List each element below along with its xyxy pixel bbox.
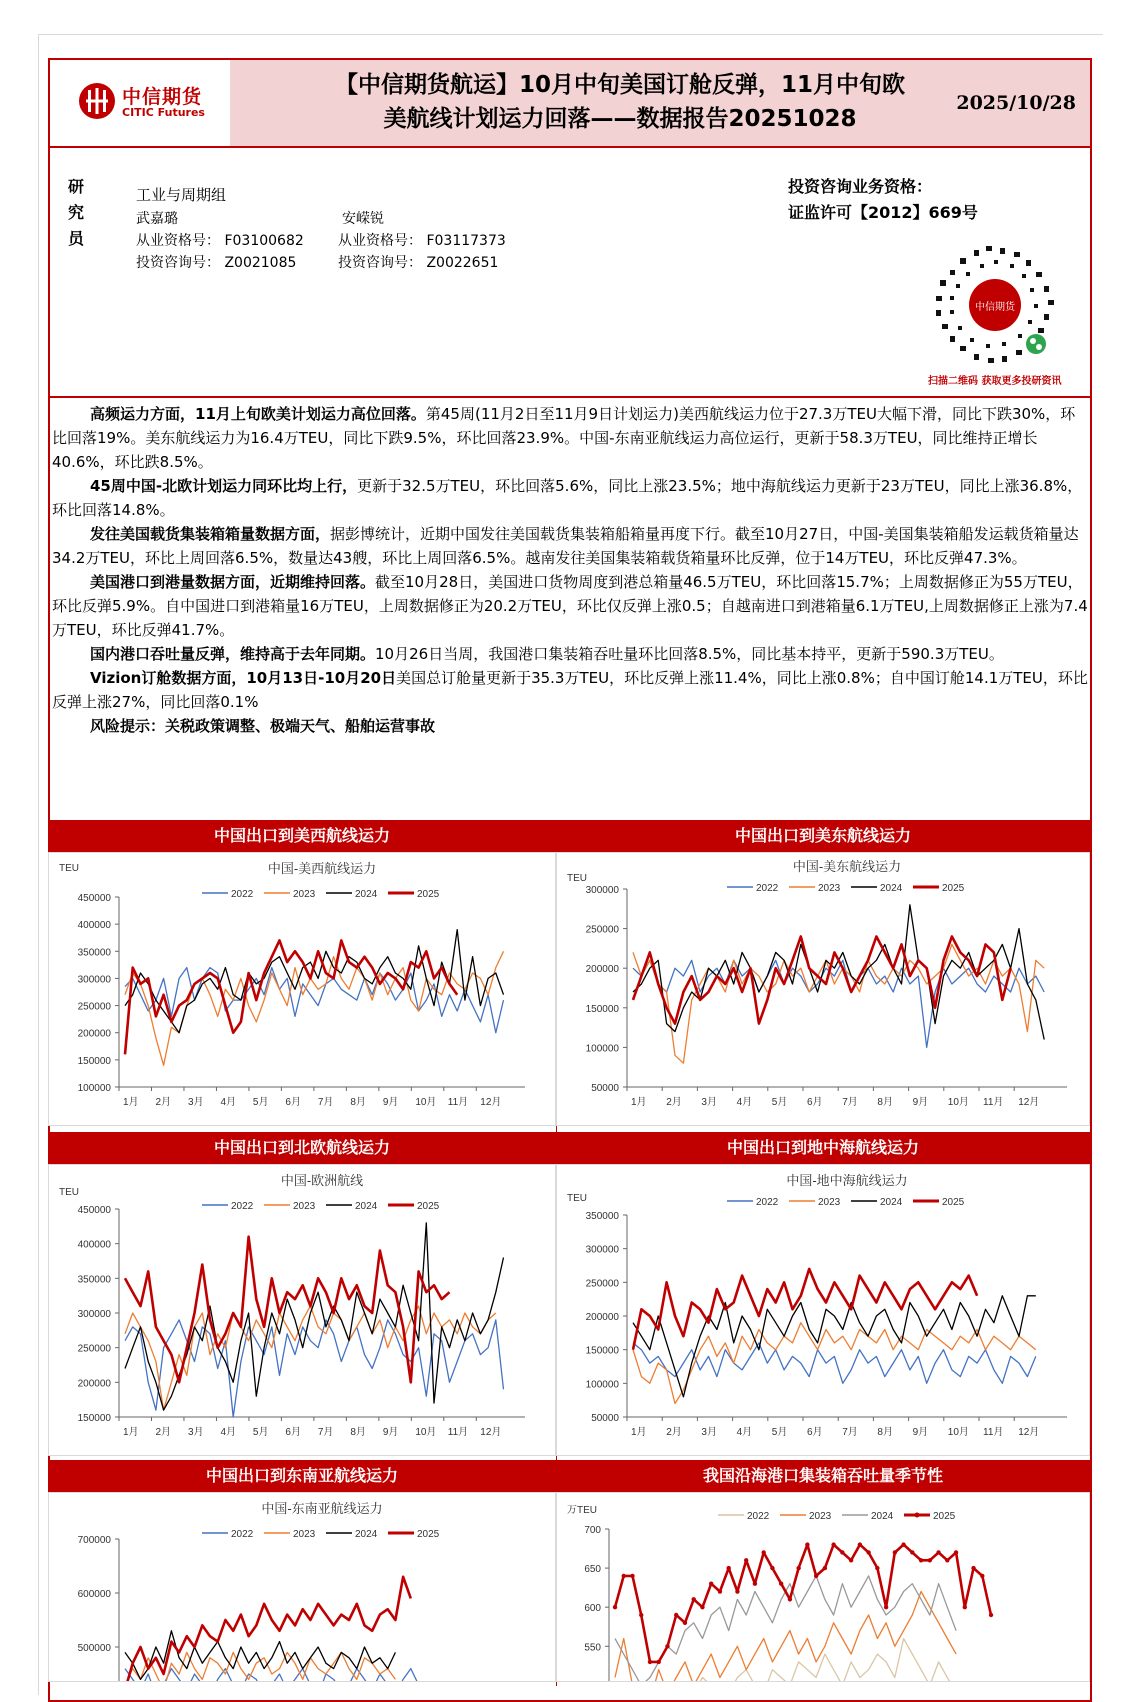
x-tick-label: 8月 (350, 1097, 366, 1108)
series-point-2025 (989, 1613, 993, 1617)
summary-body: 美国总订舱量更新于35.3万TEU，环比反弹上涨11.4%，同比上涨0.8%；自中国订舱14.1万TEU，环比反弹上涨27%，同比回落0.1% (52, 669, 1088, 711)
series-point-2025 (849, 1558, 853, 1562)
x-tick-label: 3月 (187, 1427, 204, 1438)
legend-label: 2023 (818, 883, 841, 894)
x-tick-label: 3月 (701, 1097, 717, 1108)
chart-title: 中国-美西航线运力 (267, 861, 377, 876)
x-tick-label: 2月 (155, 1427, 172, 1438)
x-tick-label: 8月 (350, 1427, 366, 1438)
y-tick-label: 250000 (585, 1278, 619, 1290)
x-tick-label: 7月 (317, 1097, 334, 1108)
series-point-2025 (622, 1574, 626, 1578)
x-tick-label: 1月 (631, 1427, 647, 1438)
x-tick-label: 2月 (666, 1427, 682, 1438)
legend-label: 2023 (293, 889, 316, 900)
series-point-2025 (735, 1589, 739, 1593)
series-line-2022 (125, 1669, 426, 1681)
summary-body: 第45周(11月2日至11月9日计划运力)美西航线运力位于27.3万TEU大幅下滑，同比下跌30%，环比回落19%。美东航线运力为16.4万TEU，同比下跌9.5%，环比回落23.9%。中国-东南亚航线运力高位运行，更新于58.3万TEU，同比维持正增长40.6%，环比跌8.5%。 (52, 405, 1076, 471)
series-point-2025 (980, 1574, 984, 1578)
x-tick-label: 11月 (447, 1427, 469, 1438)
series-point-2025 (840, 1550, 844, 1554)
series-point-2025 (901, 1542, 905, 1546)
logo-text-cn: 中信期货 (122, 86, 203, 108)
legend-label: 2023 (293, 1201, 316, 1212)
series-line-2023 (125, 1306, 496, 1410)
series-point-2025 (700, 1605, 704, 1609)
y-tick-label: 350000 (77, 947, 111, 959)
chart-port-throughput (556, 1492, 1090, 1682)
report-date: 2025/10/28 (956, 92, 1076, 114)
series-line-2023 (615, 1592, 956, 1682)
author-1-cert: 从业资格号： F03100682 (136, 233, 304, 249)
x-tick-label: 9月 (912, 1097, 929, 1108)
x-tick-label: 12月 (1018, 1097, 1040, 1108)
y-tick-label: 150000 (77, 1055, 111, 1067)
legend-label: 2022 (231, 1529, 254, 1540)
chart-southeast-asia (48, 1492, 556, 1682)
series-point-2025 (753, 1582, 757, 1586)
y-axis-unit: TEU (567, 873, 587, 884)
x-tick-label: 5月 (771, 1427, 788, 1438)
series-line-2025 (633, 1269, 977, 1350)
y-tick-label: 400000 (77, 920, 111, 932)
series-point-2025 (971, 1566, 975, 1570)
series-point-2025 (648, 1660, 652, 1664)
x-tick-label: 6月 (807, 1097, 823, 1108)
x-tick-label: 10月 (415, 1097, 437, 1108)
x-tick-label: 9月 (912, 1427, 929, 1438)
author-2-consult: 投资咨询号： Z0022651 (338, 255, 499, 271)
legend-label: 2025 (942, 1197, 965, 1208)
series-point-2025 (928, 1558, 932, 1562)
x-tick-label: 12月 (1018, 1427, 1040, 1438)
y-tick-label: 700000 (77, 1535, 111, 1546)
series-point-2025 (963, 1605, 967, 1609)
x-tick-label: 4月 (220, 1427, 237, 1438)
y-tick-label: 350000 (585, 1211, 619, 1222)
x-tick-label: 6月 (285, 1427, 301, 1438)
y-tick-label: 100000 (585, 1379, 619, 1391)
y-tick-label: 100000 (585, 1043, 619, 1055)
summary-lead: 高频运力方面，11月上旬欧美计划运力高位回落。 (90, 405, 426, 423)
author-1-name: 武嘉璐 (136, 211, 178, 227)
legend-label: 2025 (417, 1201, 440, 1212)
series-point-2025 (657, 1660, 661, 1664)
y-tick-label: 400000 (77, 1239, 111, 1251)
legend-label: 2024 (355, 1201, 378, 1212)
summary-body: 10月26日当周，我国港口集装箱吞吐量环比回落8.5%，同比基本持平，更新于590.3万TEU。 (375, 645, 1004, 663)
y-tick-label: 350000 (77, 1274, 111, 1286)
series-point-2025 (718, 1589, 722, 1593)
researcher-label: 研究员 (68, 177, 85, 248)
series-line-2025 (125, 1237, 450, 1383)
series-point-2025 (639, 1613, 643, 1617)
series-point-2025 (805, 1542, 809, 1546)
series-point-2025 (761, 1550, 765, 1554)
group-name: 工业与周期组 (136, 186, 227, 204)
x-tick-label: 2月 (666, 1097, 682, 1108)
legend-label: 2023 (818, 1197, 841, 1208)
x-tick-label: 3月 (701, 1427, 717, 1438)
title-line-1: 【中信期货航运】10月中旬美国订舱反弹，11月中旬欧 (334, 72, 905, 98)
series-point-2025 (936, 1550, 940, 1554)
y-tick-label: 250000 (585, 924, 619, 936)
y-tick-label: 650 (584, 1564, 601, 1576)
legend-label: 2024 (871, 1511, 894, 1522)
legend-label: 2022 (231, 1201, 254, 1212)
series-point-2025 (866, 1550, 870, 1554)
series-point-2025 (779, 1582, 783, 1586)
x-tick-label: 7月 (842, 1097, 858, 1108)
y-tick-label: 300000 (77, 974, 111, 986)
qr-caption: 扫描二维码 获取更多投研资讯 (928, 376, 1062, 387)
y-tick-label: 250000 (77, 1343, 111, 1355)
x-tick-label: 4月 (736, 1097, 753, 1108)
series-point-2025 (770, 1566, 774, 1570)
legend-label: 2025 (942, 883, 965, 894)
x-tick-label: 5月 (252, 1427, 269, 1438)
chart-north-europe (48, 1164, 556, 1456)
series-point-2025 (613, 1605, 617, 1609)
series-point-2025 (665, 1644, 669, 1648)
series-point-2025 (630, 1574, 634, 1578)
series-point-2025 (674, 1613, 678, 1617)
panel-title-port-throughput: 我国沿海港口集装箱吞吐量季节性 (556, 1460, 1090, 1492)
legend-label: 2022 (756, 883, 779, 894)
x-tick-label: 1月 (631, 1097, 647, 1108)
qualification-line-1: 投资咨询业务资格： (788, 177, 933, 196)
x-tick-label: 11月 (983, 1427, 1004, 1438)
x-tick-label: 7月 (842, 1427, 858, 1438)
panel-title-us-east: 中国出口到美东航线运力 (556, 820, 1090, 852)
y-tick-label: 550 (584, 1642, 601, 1654)
legend-label: 2025 (933, 1511, 956, 1522)
summary-body: 更新于32.5万TEU，环比回落5.6%，同比上涨23.5%；地中海航线运力更新于23万TEU，同比上涨36.8%，环比回落14.8%。 (52, 477, 1083, 519)
x-tick-label: 11月 (447, 1097, 469, 1108)
legend-label: 2024 (355, 1529, 378, 1540)
y-axis-unit: TEU (59, 1187, 79, 1198)
series-line-2022 (633, 1343, 1036, 1383)
series-point-2025 (726, 1566, 730, 1570)
series-point-2025 (683, 1621, 687, 1625)
x-tick-label: 3月 (187, 1097, 204, 1108)
series-point-2025 (919, 1558, 923, 1562)
x-tick-label: 10月 (415, 1427, 437, 1438)
x-tick-label: 4月 (736, 1427, 753, 1438)
author-2-name: 安嵘锐 (342, 211, 384, 227)
chart-mediterranean (556, 1164, 1090, 1456)
y-axis-unit: TEU (567, 1193, 587, 1204)
x-tick-label: 8月 (877, 1427, 893, 1438)
y-tick-label: 300000 (77, 1309, 111, 1320)
chart-us-east (556, 852, 1090, 1126)
legend-label: 2022 (231, 889, 254, 900)
legend-label: 2022 (747, 1511, 770, 1522)
x-tick-label: 7月 (317, 1427, 334, 1438)
series-point-2025 (796, 1566, 800, 1570)
series-point-2025 (945, 1558, 949, 1562)
series-point-2025 (884, 1605, 888, 1609)
x-tick-label: 1月 (123, 1097, 139, 1108)
summary-lead: 美国港口到港量数据方面，近期维持回落。 (90, 573, 376, 591)
series-point-2025 (814, 1574, 818, 1578)
y-tick-label: 450000 (77, 1205, 111, 1216)
y-tick-label: 450000 (77, 893, 111, 904)
y-axis-unit: 万TEU (567, 1505, 597, 1516)
legend-label: 2024 (355, 889, 378, 900)
y-tick-label: 150000 (585, 1345, 619, 1357)
panel-title-mediterranean: 中国出口到地中海航线运力 (556, 1132, 1090, 1164)
x-tick-label: 12月 (480, 1097, 502, 1108)
summary-lead: Vizion订舱数据方面，10月13日-10月20日 (90, 669, 397, 687)
chart-title: 中国-东南亚航线运力 (261, 1501, 383, 1516)
y-tick-label: 150000 (77, 1413, 111, 1424)
series-point-2025 (788, 1597, 792, 1601)
series-line-2022 (633, 960, 1044, 1047)
y-tick-label: 200000 (77, 1028, 111, 1040)
title-line-2: 美航线计划运力回落——数据报告20251028 (383, 106, 857, 132)
x-tick-label: 12月 (480, 1427, 502, 1438)
series-point-2025 (823, 1566, 827, 1570)
chart-us-west (48, 852, 556, 1126)
x-tick-label: 10月 (947, 1097, 969, 1108)
y-tick-label: 250000 (77, 1001, 111, 1013)
y-tick-label: 100000 (77, 1083, 111, 1094)
x-tick-label: 6月 (285, 1097, 301, 1108)
y-tick-label: 50000 (591, 1083, 619, 1094)
legend-label: 2023 (809, 1511, 832, 1522)
legend-label: 2024 (880, 883, 903, 894)
legend-label: 2023 (293, 1529, 316, 1540)
series-point-2025 (692, 1597, 696, 1601)
x-tick-label: 9月 (382, 1097, 399, 1108)
panel-title-us-west: 中国出口到美西航线运力 (48, 820, 556, 852)
y-tick-label: 300000 (585, 885, 619, 896)
series-point-2025 (910, 1550, 914, 1554)
summary-lead: 国内港口吞吐量反弹，维持高于去年同期。 (90, 645, 376, 663)
chart-title: 中国-美东航线运力 (792, 859, 902, 874)
x-tick-label: 11月 (983, 1097, 1004, 1108)
legend-label: 2024 (880, 1197, 903, 1208)
series-point-2025 (831, 1542, 835, 1546)
series-point-2025 (858, 1542, 862, 1546)
series-point-2025 (954, 1550, 958, 1554)
x-tick-label: 9月 (382, 1427, 399, 1438)
x-tick-label: 6月 (807, 1427, 823, 1438)
x-tick-label: 8月 (877, 1097, 893, 1108)
author-2-cert: 从业资格号： F03117373 (338, 233, 506, 249)
x-tick-label: 10月 (947, 1427, 969, 1438)
legend-label: 2025 (417, 1529, 440, 1540)
series-point-2025 (709, 1582, 713, 1586)
legend-label: 2025 (417, 889, 440, 900)
y-tick-label: 200000 (585, 1312, 619, 1323)
x-tick-label: 4月 (220, 1097, 237, 1108)
summary-body: 截至10月28日，美国进口货物周度到港总箱量46.5万TEU，环比回落15.7%；上周数据修正为55万TEU，环比反弹5.9%。自中国进口到港箱量16万TEU，上周数据修正为20.2万TEU，环比仅反弹上涨0.5；自越南进口到港箱量6.1万TEU,上周数据修正上涨为7.4万TEU，环比反弹41.7%。 (52, 573, 1088, 639)
series-line-2024 (633, 1296, 1036, 1397)
series-line-2025 (615, 1545, 991, 1662)
y-tick-label: 300000 (585, 1244, 619, 1256)
summary-lead: 风险提示：关税政策调整、极端天气、船舶运营事故 (90, 717, 436, 735)
chart-title: 中国-欧洲航线 (280, 1173, 364, 1188)
chart-title: 中国-地中海航线运力 (786, 1173, 908, 1188)
y-tick-label: 500000 (77, 1643, 111, 1654)
y-tick-label: 50000 (591, 1413, 619, 1424)
y-axis-unit: TEU (59, 863, 79, 874)
y-tick-label: 600 (584, 1603, 601, 1615)
qr-center-text: 中信期货 (975, 302, 1015, 313)
y-tick-label: 200000 (585, 964, 619, 976)
y-tick-label: 700 (584, 1525, 601, 1536)
series-point-2025 (893, 1550, 897, 1554)
x-tick-label: 2月 (155, 1097, 172, 1108)
summary-lead: 发往美国载货集装箱箱量数据方面， (90, 525, 331, 543)
x-tick-label: 1月 (123, 1427, 139, 1438)
x-tick-label: 5月 (771, 1097, 788, 1108)
series-line-2023 (633, 1323, 1036, 1404)
panel-title-north-europe: 中国出口到北欧航线运力 (48, 1132, 556, 1164)
legend-label: 2022 (756, 1197, 779, 1208)
y-tick-label: 200000 (77, 1378, 111, 1390)
legend-marker (915, 1513, 920, 1518)
panel-title-southeast-asia: 中国出口到东南亚航线运力 (48, 1460, 556, 1492)
x-tick-label: 5月 (252, 1097, 269, 1108)
qualification-line-2: 证监许可【2012】669号 (788, 203, 978, 222)
logo-text-en: CITIC Futures (122, 106, 205, 119)
summary-body: 据彭博统计，近期中国发往美国载货集装箱船箱量再度下行。截至10月27日，中国-美国集装箱船发运载货箱量达34.2万TEU，环比上周回落6.5%，数量达43艘，环比上周回落6.5%。越南发往美国集装箱载货箱量环比反弹，位于14万TEU，环比反弹47.3%。 (52, 525, 1079, 567)
series-point-2025 (875, 1566, 879, 1570)
summary-lead: 45周中国-北欧计划运力同环比均上行， (90, 477, 358, 495)
y-tick-label: 600000 (77, 1589, 111, 1600)
series-point-2025 (744, 1558, 748, 1562)
y-tick-label: 150000 (585, 1003, 619, 1015)
author-1-consult: 投资咨询号： Z0021085 (136, 255, 297, 271)
